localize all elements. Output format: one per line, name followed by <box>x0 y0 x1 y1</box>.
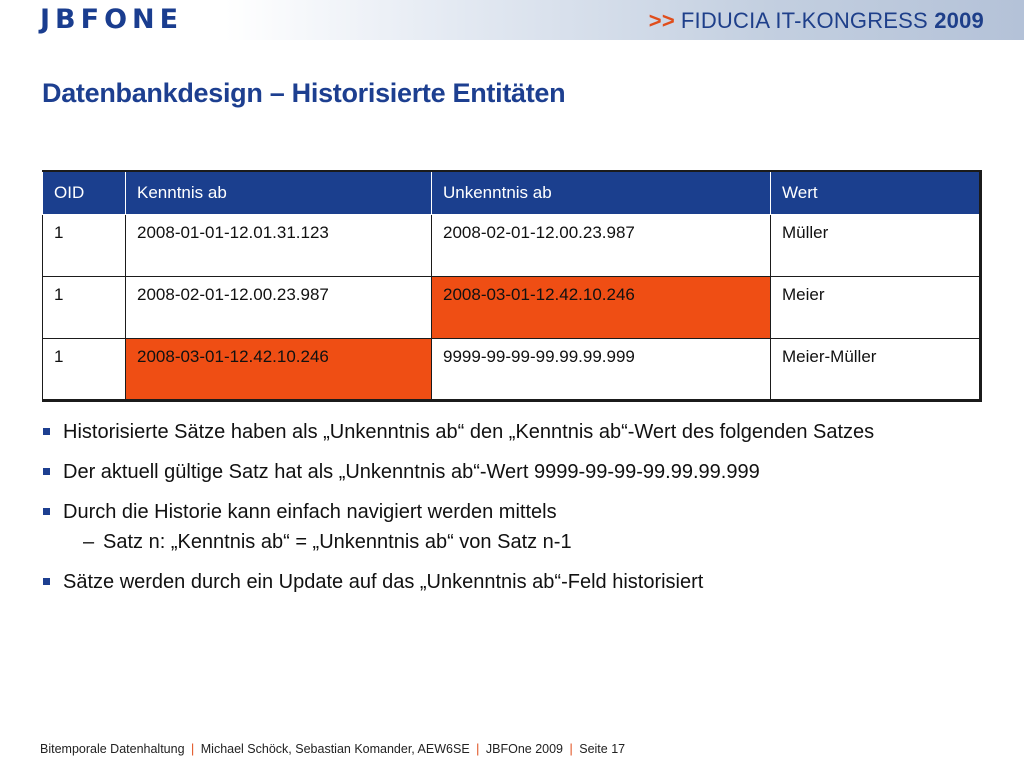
header-wert: Wert <box>771 171 981 215</box>
footer-separator: | <box>476 742 480 756</box>
sub-bullet-list <box>63 530 1002 554</box>
footer-separator: | <box>191 742 195 756</box>
cell-wert: Meier <box>771 277 981 339</box>
sub-bullet-item <box>63 530 1002 554</box>
cell-kenntnis-ab: 2008-02-01-12.00.23.987 <box>126 277 432 339</box>
bullet-text: Historisierte Sätze haben als „Unkenntnis ab“ den „Kenntnis ab“-Wert des folgenden Satzes <box>63 421 875 443</box>
cell-unkenntnis-ab: 9999-99-99-99.99.99.999 <box>432 339 771 401</box>
bullet-item <box>42 420 1002 444</box>
table-row <box>43 277 981 339</box>
bullet-square-icon <box>43 428 50 435</box>
header-unkenntnis-ab: Unkenntnis ab <box>432 171 771 215</box>
bullet-text: Der aktuell gültige Satz hat als „Unkenntnis ab“-Wert 9999-99-99-99.99.99.999 <box>63 461 760 483</box>
bullet-square-icon <box>43 508 50 515</box>
bullet-item <box>42 570 1002 594</box>
header-oid: OID <box>43 171 126 215</box>
bullet-text: Sätze werden durch ein Update auf das „Unkenntnis ab“-Feld historisiert <box>63 571 704 593</box>
footer-authors: Michael Schöck, Sebastian Komander, AEW6SE <box>200 742 470 756</box>
footer-event: JBFOne 2009 <box>485 742 564 756</box>
cell-kenntnis-ab: 2008-01-01-12.01.31.123 <box>126 215 432 277</box>
sub-bullet-text: Satz n: „Kenntnis ab“ = „Unkenntnis ab“ von Satz n-1 <box>103 531 572 553</box>
cell-kenntnis-ab-highlighted: 2008-03-01-12.42.10.246 <box>126 339 432 401</box>
table-row <box>43 339 981 401</box>
bullet-item <box>42 500 1002 554</box>
cell-unkenntnis-ab: 2008-02-01-12.00.23.987 <box>432 215 771 277</box>
slide-title: Datenbankdesign – Historisierte Entitäten <box>42 78 566 108</box>
bullet-item <box>42 460 1002 484</box>
congress-name: FIDUCIA IT-KONGRESS <box>680 8 928 33</box>
history-table <box>42 170 982 402</box>
dash-icon: – <box>83 531 95 553</box>
cell-wert: Meier-Müller <box>771 339 981 401</box>
congress-arrows: >> <box>648 8 675 33</box>
bullet-list <box>42 420 1002 610</box>
footer-separator: | <box>569 742 573 756</box>
cell-wert: Müller <box>771 215 981 277</box>
cell-unkenntnis-ab-highlighted: 2008-03-01-12.42.10.246 <box>432 277 771 339</box>
footer <box>40 742 625 756</box>
bullet-square-icon <box>43 468 50 475</box>
table-header-row <box>43 171 981 215</box>
cell-oid: 1 <box>43 339 126 401</box>
bullet-square-icon <box>43 578 50 585</box>
cell-oid: 1 <box>43 215 126 277</box>
bullet-text: Durch die Historie kann einfach navigiert werden mittels <box>63 501 557 523</box>
jbfone-logo: JBFONE <box>40 4 184 35</box>
footer-topic: Bitemporale Datenhaltung <box>40 742 185 756</box>
congress-year: 2009 <box>934 8 984 33</box>
table-row <box>43 215 981 277</box>
cell-oid: 1 <box>43 277 126 339</box>
footer-page-number: Seite 17 <box>579 742 626 756</box>
congress-banner <box>649 7 984 35</box>
header-kenntnis-ab: Kenntnis ab <box>126 171 432 215</box>
